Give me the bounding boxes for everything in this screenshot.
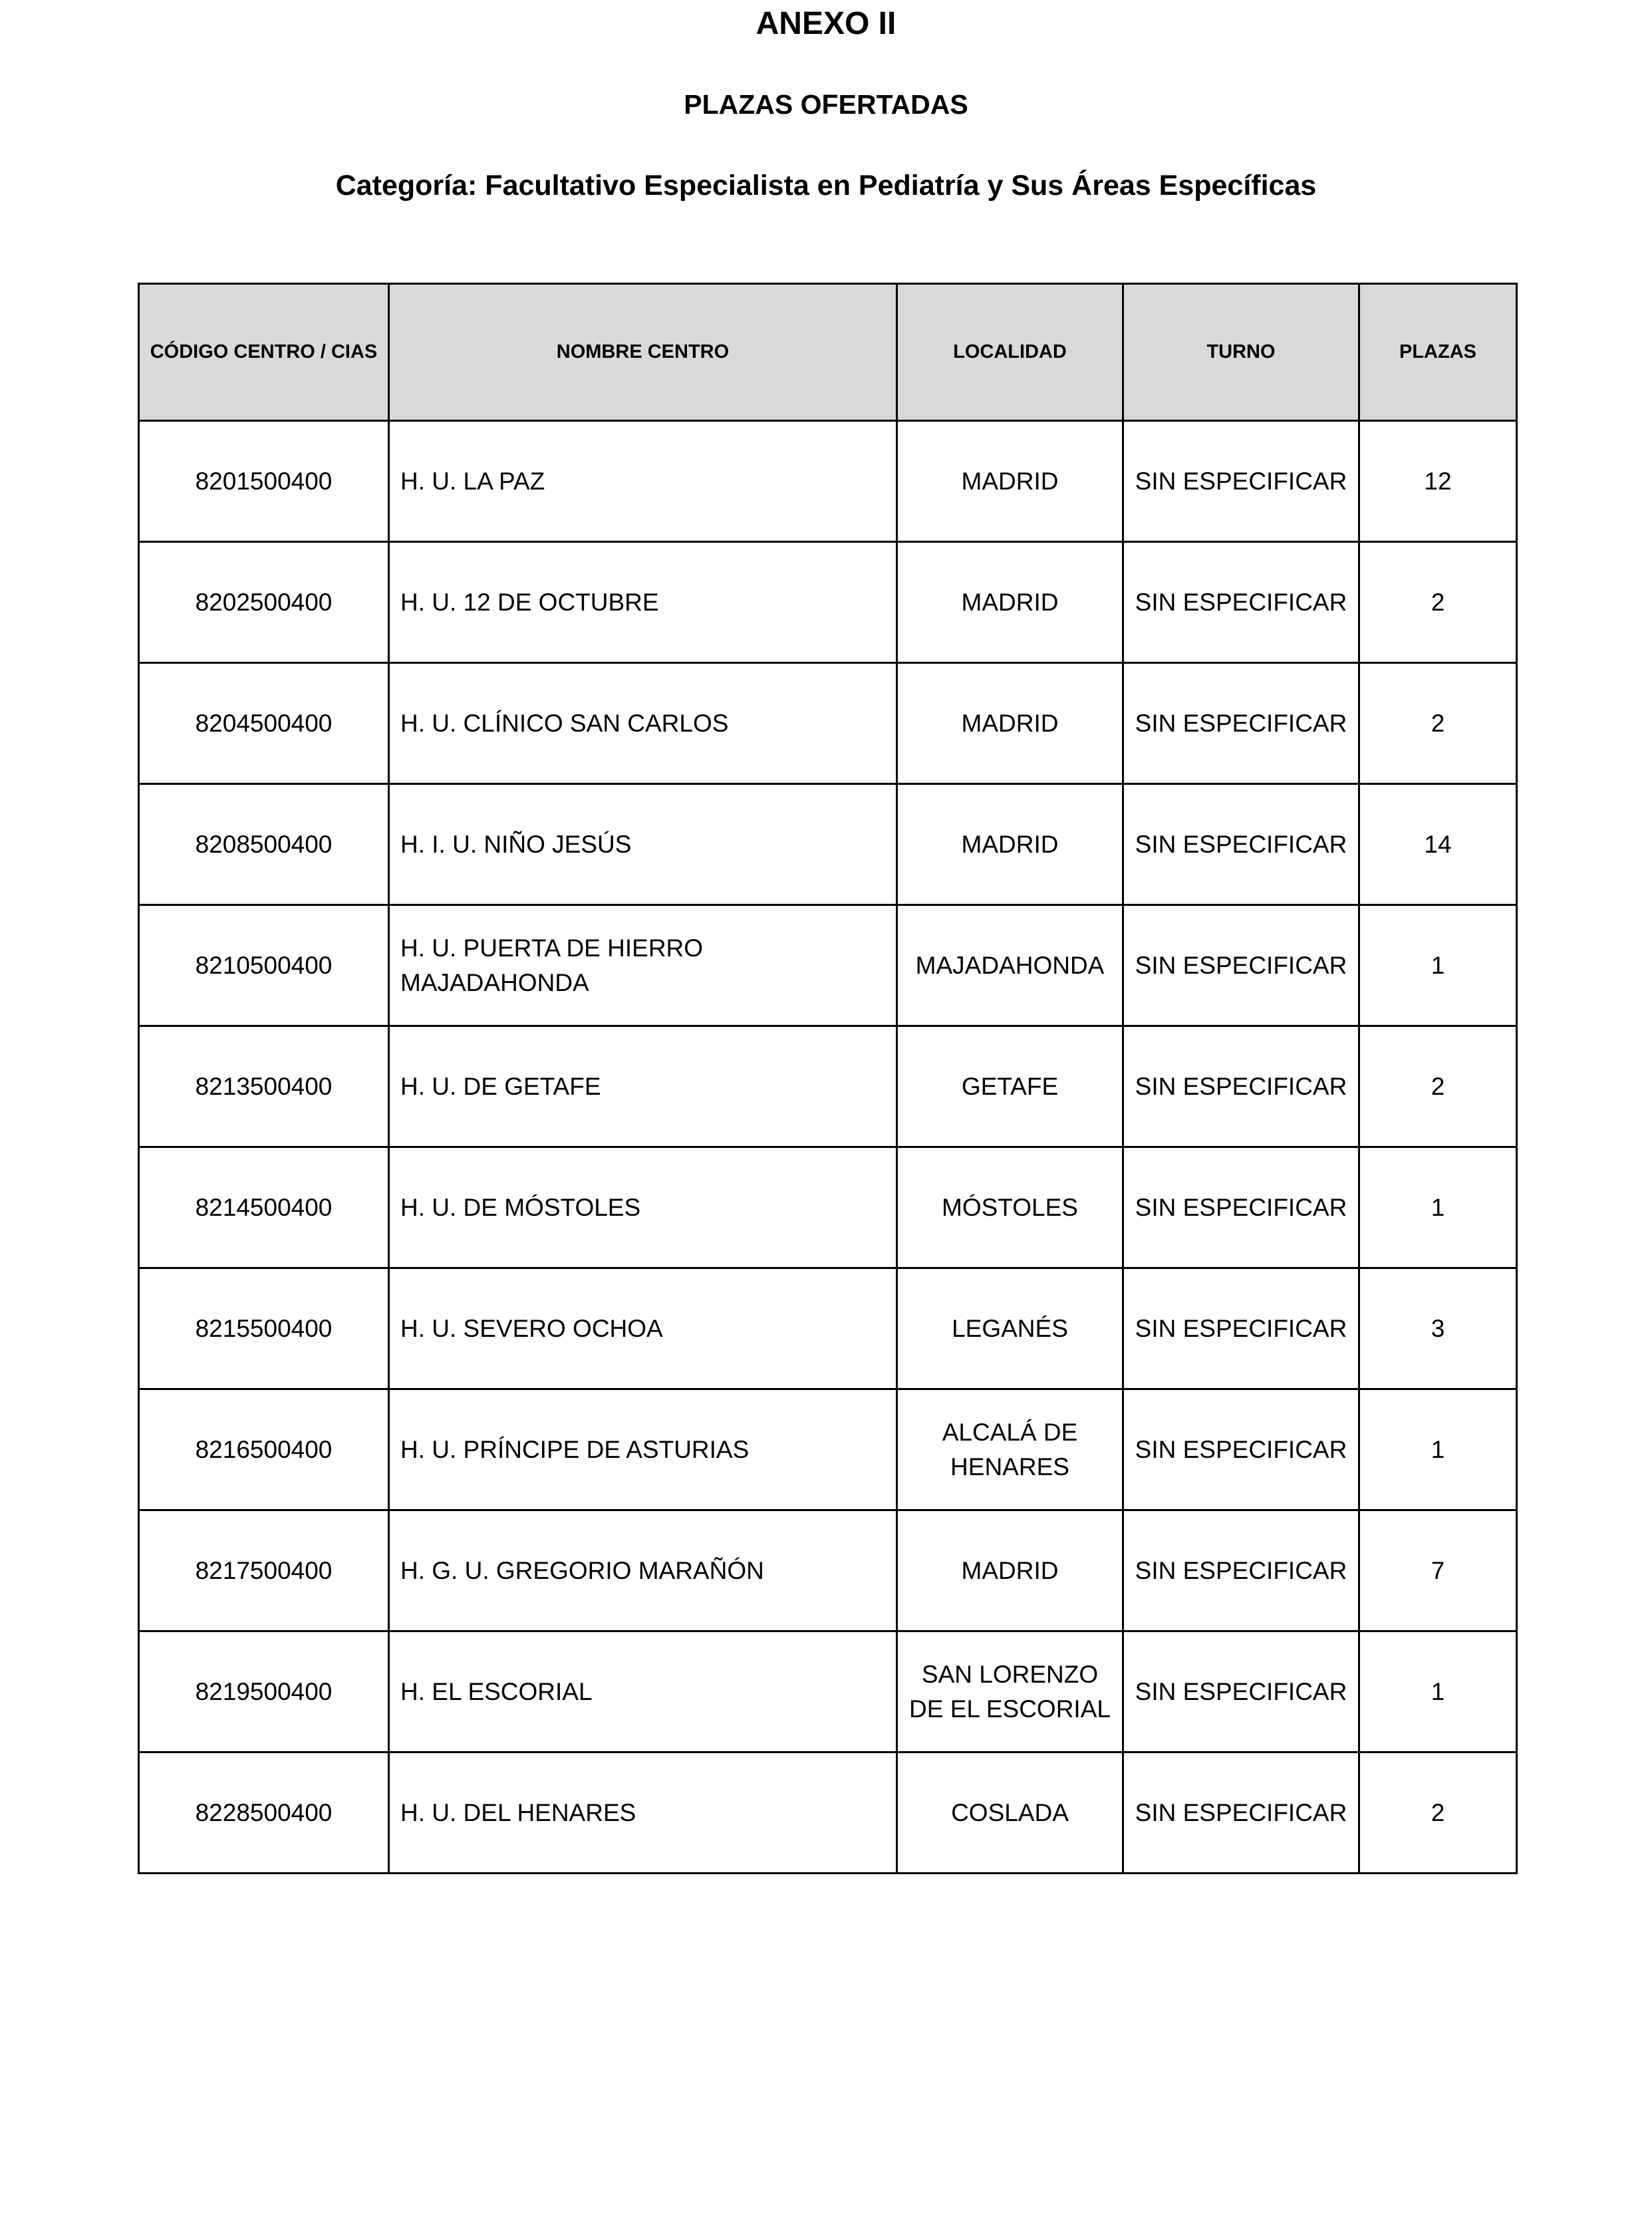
cell-positions: 14 [1359, 784, 1517, 905]
cell-shift: SIN ESPECIFICAR [1123, 784, 1359, 905]
cell-shift: SIN ESPECIFICAR [1123, 1026, 1359, 1147]
cell-shift: SIN ESPECIFICAR [1123, 542, 1359, 663]
cell-locality: MADRID [897, 1510, 1123, 1631]
cell-center-name: H. EL ESCORIAL [389, 1631, 897, 1752]
cell-code: 8202500400 [139, 542, 389, 663]
table-row [139, 1268, 1517, 1389]
cell-positions: 12 [1359, 421, 1517, 542]
cell-code: 8217500400 [139, 1510, 389, 1631]
table-row [139, 1631, 1517, 1752]
table-row [139, 542, 1517, 663]
cell-center-name: H. U. 12 DE OCTUBRE [389, 542, 897, 663]
cell-center-name: H. G. U. GREGORIO MARAÑÓN [389, 1510, 897, 1631]
cell-code: 8213500400 [139, 1026, 389, 1147]
cell-shift: SIN ESPECIFICAR [1123, 905, 1359, 1026]
table-row [139, 1389, 1517, 1510]
cell-shift: SIN ESPECIFICAR [1123, 1147, 1359, 1268]
table-row [139, 1026, 1517, 1147]
table-row [139, 784, 1517, 905]
table-header-row [139, 284, 1517, 421]
cell-shift: SIN ESPECIFICAR [1123, 1631, 1359, 1752]
positions-table [138, 283, 1518, 1874]
cell-code: 8201500400 [139, 421, 389, 542]
cell-locality: MÓSTOLES [897, 1147, 1123, 1268]
cell-center-name: H. U. DE MÓSTOLES [389, 1147, 897, 1268]
header-center-name: NOMBRE CENTRO [389, 284, 897, 421]
section-subtitle: PLAZAS OFERTADAS [684, 89, 968, 120]
table-row [139, 663, 1517, 784]
cell-locality: MADRID [897, 784, 1123, 905]
cell-center-name: H. U. CLÍNICO SAN CARLOS [389, 663, 897, 784]
header-positions: PLAZAS [1359, 284, 1517, 421]
cell-locality: MADRID [897, 421, 1123, 542]
cell-locality: MADRID [897, 542, 1123, 663]
cell-locality: LEGANÉS [897, 1268, 1123, 1389]
cell-code: 8204500400 [139, 663, 389, 784]
table-row [139, 1752, 1517, 1874]
cell-code: 8208500400 [139, 784, 389, 905]
cell-positions: 1 [1359, 1389, 1517, 1510]
cell-positions: 2 [1359, 542, 1517, 663]
cell-center-name: H. U. DEL HENARES [389, 1752, 897, 1874]
cell-shift: SIN ESPECIFICAR [1123, 1510, 1359, 1631]
cell-locality: COSLADA [897, 1752, 1123, 1874]
cell-center-name: H. I. U. NIÑO JESÚS [389, 784, 897, 905]
cell-locality: GETAFE [897, 1026, 1123, 1147]
cell-positions: 2 [1359, 1752, 1517, 1874]
cell-shift: SIN ESPECIFICAR [1123, 1389, 1359, 1510]
table-row [139, 1147, 1517, 1268]
cell-center-name: H. U. DE GETAFE [389, 1026, 897, 1147]
cell-locality: SAN LORENZO DE EL ESCORIAL [897, 1631, 1123, 1752]
cell-positions: 1 [1359, 1631, 1517, 1752]
header-shift: TURNO [1123, 284, 1359, 421]
cell-code: 8216500400 [139, 1389, 389, 1510]
cell-positions: 2 [1359, 1026, 1517, 1147]
cell-positions: 7 [1359, 1510, 1517, 1631]
cell-locality: ALCALÁ DE HENARES [897, 1389, 1123, 1510]
table-row [139, 421, 1517, 542]
cell-code: 8228500400 [139, 1752, 389, 1874]
cell-positions: 1 [1359, 1147, 1517, 1268]
cell-shift: SIN ESPECIFICAR [1123, 1268, 1359, 1389]
cell-code: 8210500400 [139, 905, 389, 1026]
cell-code: 8219500400 [139, 1631, 389, 1752]
header-code: CÓDIGO CENTRO / CIAS [139, 284, 389, 421]
cell-shift: SIN ESPECIFICAR [1123, 663, 1359, 784]
annex-title: ANEXO II [756, 6, 896, 41]
cell-shift: SIN ESPECIFICAR [1123, 1752, 1359, 1874]
cell-center-name: H. U. LA PAZ [389, 421, 897, 542]
cell-center-name: H. U. PRÍNCIPE DE ASTURIAS [389, 1389, 897, 1510]
cell-code: 8214500400 [139, 1147, 389, 1268]
cell-shift: SIN ESPECIFICAR [1123, 421, 1359, 542]
cell-locality: MAJADAHONDA [897, 905, 1123, 1026]
table-row [139, 1510, 1517, 1631]
cell-center-name: H. U. SEVERO OCHOA [389, 1268, 897, 1389]
cell-locality: MADRID [897, 663, 1123, 784]
cell-center-name: H. U. PUERTA DE HIERRO MAJADAHONDA [389, 905, 897, 1026]
cell-positions: 3 [1359, 1268, 1517, 1389]
category-title: Categoría: Facultativo Especialista en Pediatría y Sus Áreas Específicas [335, 170, 1317, 202]
cell-positions: 2 [1359, 663, 1517, 784]
cell-code: 8215500400 [139, 1268, 389, 1389]
cell-positions: 1 [1359, 905, 1517, 1026]
table-row [139, 905, 1517, 1026]
header-locality: LOCALIDAD [897, 284, 1123, 421]
